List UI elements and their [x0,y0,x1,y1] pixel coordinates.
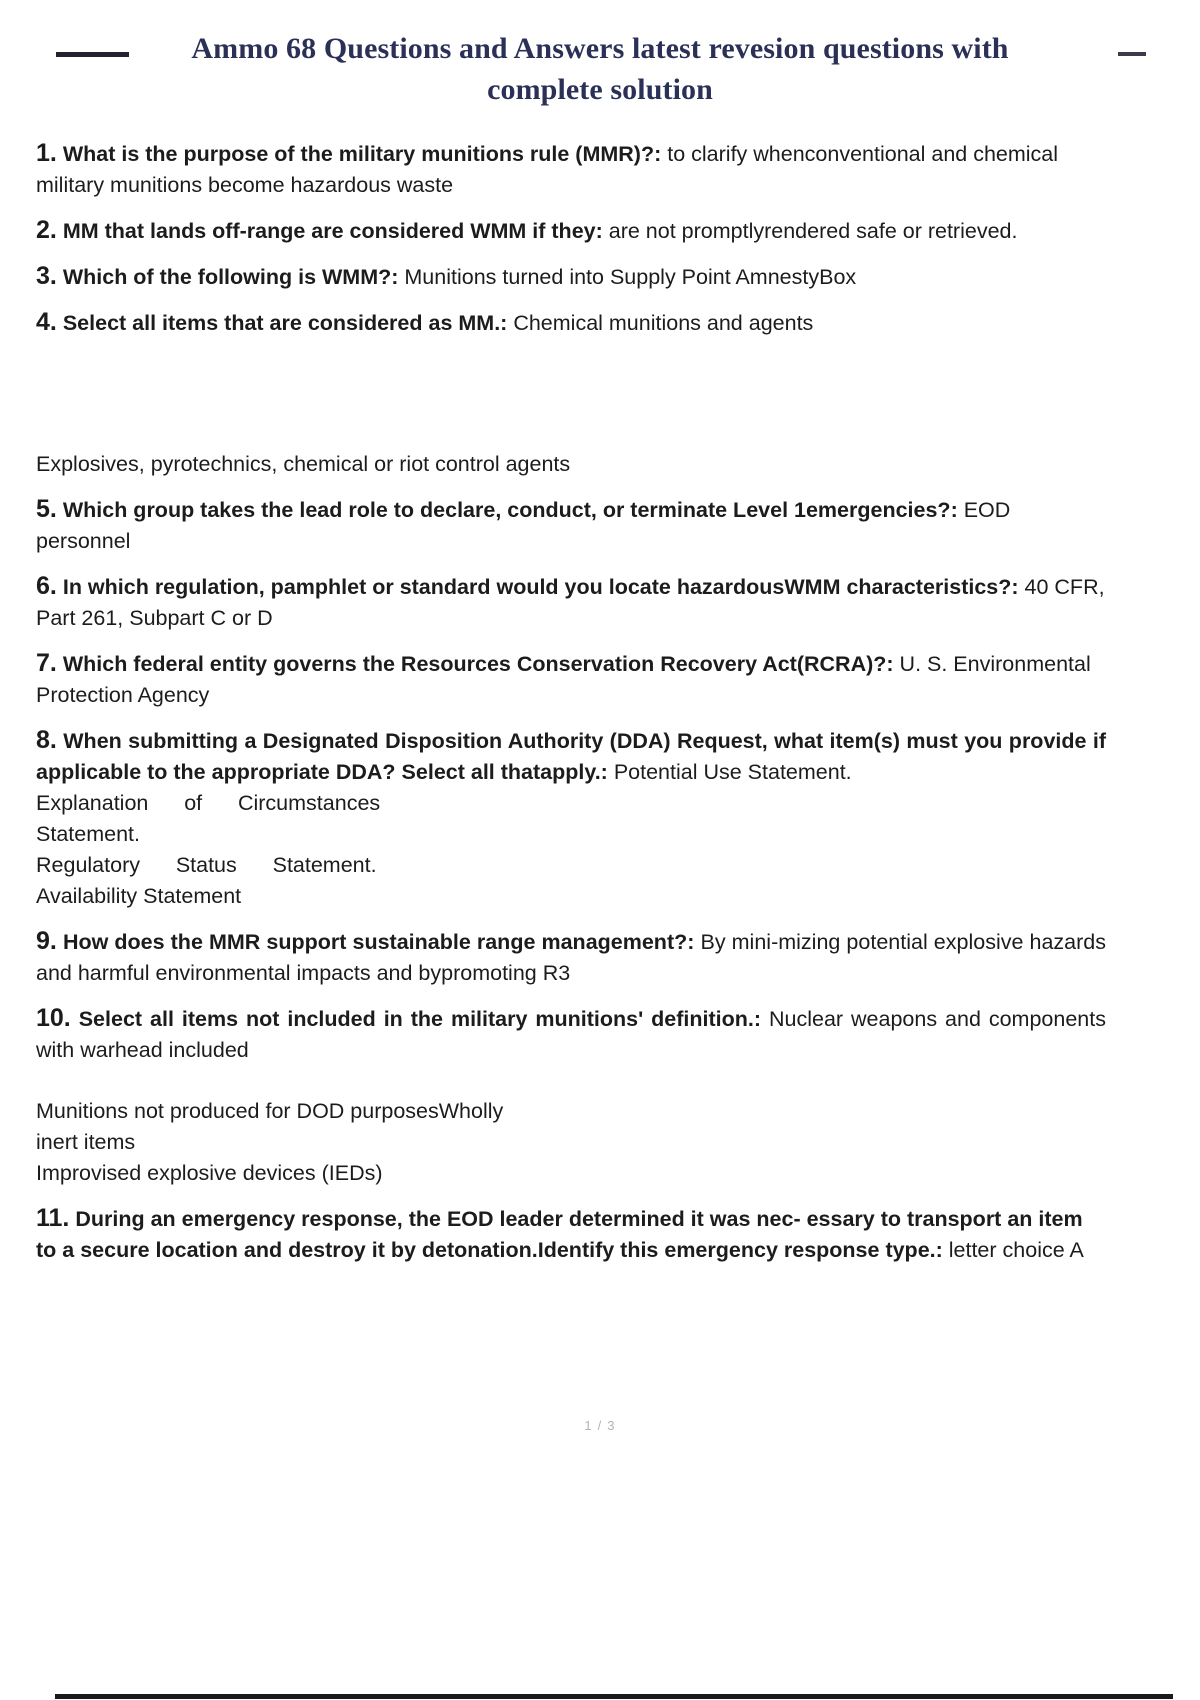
qa-item-2 [36,215,1106,247]
qa-answer-text: are not promptlyrendered safe or retrieved. [602,219,1018,243]
vertical-spacer [36,353,1106,449]
qa-item-6 [36,571,1106,634]
qa-question-text: Which group takes the lead role to declare, conduct, or terminate Level 1emergencies?: [62,498,958,522]
qa-item-number: 4. [36,308,57,336]
qa-question-text: How does the MMR support sustainable range management?: [62,930,695,954]
qa-item-10 [36,1003,1106,1066]
qa-question-text: During an emergency response, the EOD leader determined it was nec- essary to transport an item to a secure location and destroy it by detonation.Identify this emergency response type.: [36,1207,1083,1262]
qa-answer-text: Potential Use Statement. [607,760,852,784]
qa-question-text: In which regulation, pamphlet or standard would you locate hazardousWMM characteristics?: [62,575,1019,599]
qa-item-3 [36,261,1106,293]
qa-item-5 [36,494,1106,557]
vertical-spacer [36,480,1106,494]
qa-item-number: 2. [36,216,57,244]
footer-rule-decoration [55,1694,1173,1699]
vertical-spacer [36,1066,1106,1096]
answer-continuation-line: inert items [36,1130,136,1154]
qa-item-number: 7. [36,649,57,677]
qa-item-number: 8. [36,726,57,754]
qa-item-number: 5. [36,495,57,523]
qa-item-4 [36,307,1106,339]
qa-item-number: 10. [36,1004,71,1032]
qa-item-number: 6. [36,572,57,600]
qa-question-text: Select all items not included in the military munitions' definition.: [78,1007,762,1031]
qa-item-number: 9. [36,927,57,955]
qa-item-9 [36,926,1106,989]
header-rule-right-decoration [1118,52,1146,56]
document-title: Ammo 68 Questions and Answers latest revesion questions with complete solution [191,32,1009,107]
qa-question-text: MM that lands off-range are considered WMM if they: [62,219,603,243]
answer-continuation-line: Statement. [36,822,140,846]
answer-continuation-line: Explanation of Circumstances [36,791,381,815]
qa-item-number: 1. [36,139,57,167]
answer-continuation-line: Munitions not produced for DOD purposesWholly [36,1099,504,1123]
qa-item-number: 3. [36,262,57,290]
answer-continuation-line: Availability Statement [36,884,242,908]
qa-answer-text: EOD personnel [36,498,1011,553]
qa-question-text: What is the purpose of the military munitions rule (MMR)?: [62,142,662,166]
qa-item-number: 11. [36,1204,70,1232]
qa-answer-text: U. S. Environmental Protection Agency [36,652,1091,707]
page-number-indicator: 1 / 3 [584,1418,616,1433]
qa-answer-text: Munitions turned into Supply Point AmnestyBox [398,265,857,289]
qa-question-text: Which of the following is WMM?: [62,265,399,289]
qa-answer-text: By mini-mizing potential explosive hazards and harmful environmental impacts and bypromoting R3 [36,930,1106,985]
qa-answer-text: letter choice A [942,1238,1084,1262]
vertical-spacer [36,912,1106,926]
qa-item-11 [36,1203,1106,1266]
header-rule-left-decoration [56,52,129,57]
qa-answer-text: Chemical munitions and agents [507,311,814,335]
qa-answer-text: 40 CFR, Part 261, Subpart C or D [36,575,1105,630]
vertical-spacer [36,1189,1106,1203]
qa-question-text: When submitting a Designated Disposition Authority (DDA) Request, what item(s) must you provide if applicable to the appropriate DDA? Select all thatapply.: [36,729,1106,784]
answer-continuation-line: Regulatory Status Statement. [36,853,377,877]
qa-item-7 [36,648,1106,711]
qa-answer-text: Nuclear weapons and components with warhead included [36,1007,1106,1062]
qa-item-1 [36,138,1106,201]
answer-continuation-line: Explosives, pyrotechnics, chemical or riot control agents [36,452,571,476]
qa-question-text: Select all items that are considered as MM.: [62,311,508,335]
qa-item-8 [36,725,1106,788]
answer-continuation-line: Improvised explosive devices (IEDs) [36,1161,383,1185]
qa-answer-text: to clarify whenconventional and chemical military munitions become hazardous waste [36,142,1059,197]
document-body [36,138,1106,1280]
qa-question-text: Which federal entity governs the Resources Conservation Recovery Act(RCRA)?: [62,652,894,676]
